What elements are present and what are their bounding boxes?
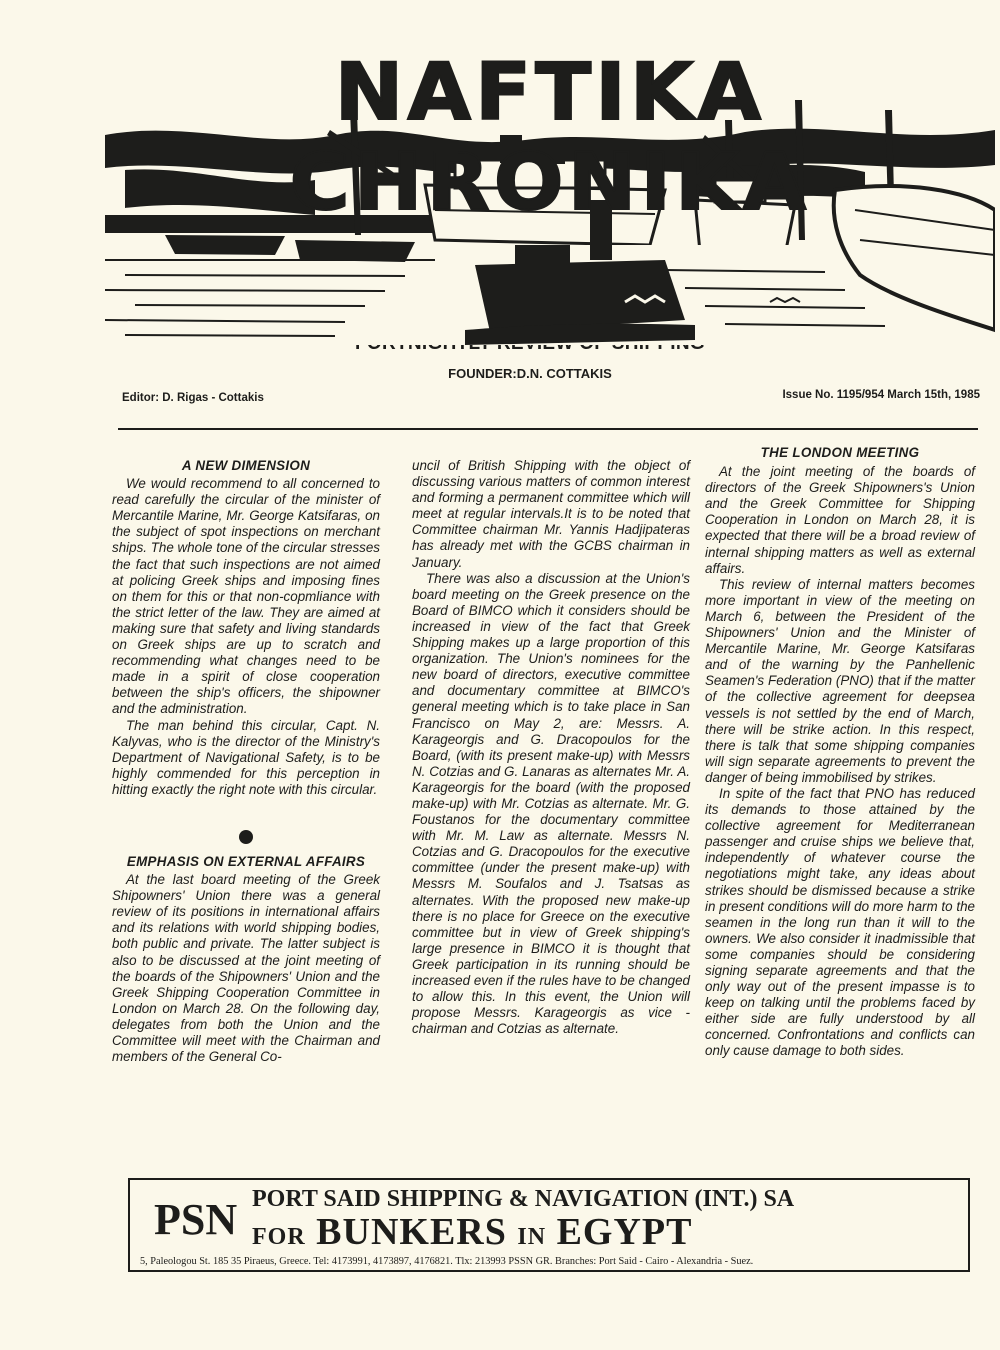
article-paragraph: At the joint meeting of the boards of directors of the Greek Shipowners's Union and the Greek Committee for Shipping Cooperation in London on March 28, it is expected that there will be a broad review of internal shipping matters as well as external affairs. — [705, 464, 975, 576]
masthead — [105, 40, 995, 345]
psn-logo — [152, 1190, 242, 1252]
article-heading-new-dimension: A NEW DIMENSION — [181, 458, 311, 473]
advertiser-address: 5, Paleologou St. 185 35 Piraeus, Greece. Tel: 4173991, 4173897, 4176821. Tlx: 213993 PSSN GR. Branches: Port Said - Cairo - Alexandria - Suez. — [140, 1256, 754, 1267]
slogan-in: IN — [517, 1224, 547, 1250]
advertisement-slogan — [252, 1210, 692, 1254]
slogan-for: FOR — [252, 1224, 306, 1250]
article-heading-london-meeting: THE LONDON MEETING — [760, 445, 920, 460]
column-1 — [112, 458, 380, 1065]
article-paragraph: The man behind this circular, Capt. N. Kalyvas, who is the director of the Ministry's Department of Navigational Safety, is to be highly commended for this perception in hitting exactly the right note with this circular. — [112, 717, 380, 797]
article-paragraph: We would recommend to all concerned to read carefully the circular of the minister of Mercantile Marine, Mr. George Katsifaras, on the subject of spot inspections on merchant ships. The whole tone of the circular stresses the fact that such inspections are not aimed at policing Greek ships and imposing fines on them for this or that non-copmliance with the strict letter of the law. They are aimed at making sure that safety and living standards on Greek ships are up to scratch and recommending what changes need to be made in a spirit of close cooperation between the ship's officers, the shipowner and the administration. — [112, 476, 380, 717]
slogan-bunkers: BUNKERS — [316, 1211, 507, 1253]
masthead-title: NAFTIKA CHRONIKA — [289, 48, 811, 228]
editor-line: Editor: D. Rigas - Cottakis — [122, 392, 264, 404]
founder-line: FOUNDER:D.N. COTTAKIS — [448, 366, 612, 381]
issue-line: Issue No. 1195/954 March 15th, 1985 — [782, 389, 980, 401]
advertiser-name: PORT SAID SHIPPING & NAVIGATION (INT.) SA — [252, 1186, 795, 1212]
article-paragraph: uncil of British Shipping with the object of discussing various matters of common interest and forming a permanent committee which will meet at regular intervals.It is to be noted that Committee chairman Mr. Yannis Hadjipateras has already met with the GCBS chairman in January. — [412, 458, 690, 570]
article-paragraph: There was also a discussion at the Union's board meeting on the Greek presence on the Board of BIMCO which it considers should be increased in view of the fact that Greek Shipping makes up a large proportion of this organization. The Union's nominees for the new board of directors, executive committee and documentary committee at BIMCO's general meeting which is to take place in San Francisco on May 2, are: Messrs. A. Karageorgis and G. Dracopoulos for the Board, (with its present make-up) with Messrs N. Cotzias and G. Lanaras as alternates Mr. A. Karageorgis for the board (with the proposed make-up) with Mr. Cotzias as alternate. Mr. G. Foustanos for the documentary committee with Mr. M. Law as alternate. Messrs N. Cotzias and G. Dracopoulos for the executive committee (under the present make-up) with Messrs M. Soufalos and J. Tsatsas as alternates. With the proposed new make-up there is no place for Greece on the executive committee but in view of Greek shipping's large presence in BIMCO it is thought that Greek participation in its running should be increased even if the rules have to be changed to allow this. In this event, the Union will propose Messrs. Karageorgis as vice - chairman and Cotzias as alternate. — [412, 570, 690, 1037]
header-divider — [118, 428, 978, 430]
article-heading-external-affairs: EMPHASIS ON EXTERNAL AFFAIRS — [126, 853, 366, 869]
column-3 — [705, 445, 975, 1060]
article-paragraph: This review of internal matters becomes more important in view of the meeting on March 6, between the President of the Shipowners' Union and the Minister of Mercantile Marine, Mr. George Katsifaras and of the warning by the Panhellenic Seamen's Federation (PNO) that if the matter of the collective agreement for deepsea vessels is not settled by the end of March, there will be strike action. In this respect, there is talk that some shipping companies will sign separate agreements to prevent the danger of being immobilised by strikes. — [705, 576, 975, 785]
column-2 — [412, 458, 690, 1037]
article-paragraph: In spite of the fact that PNO has reduced its demands to those attained by the collective agreement for Mediterranean passenger and cruise ships we believe that, independently of whatever course the negotiations might take, any ideas about strikes should be dismissed because a strike in present conditions will do more harm to the seamen in the long run than it will to the owners. We also consider it inadmissible that some companies should be considering signing separate agreements and that the only way out of the present impasse is to keep on talking until the problems faced by either side are fully understood by all concerned. Confrontations and conflicts can only cause damage to both sides. — [705, 785, 975, 1059]
section-bullet — [239, 830, 253, 844]
article-paragraph: At the last board meeting of the Greek Shipowners' Union there was a general review of its positions in international affairs and its relations with world shipping bodies, both public and private. The latter subject is also to be discussed at the joint meeting of the boards of the Shipowners' Union and the Greek Shipping Cooperation Committee in London on March 28. On the following day, delegates from both the Union and the Committee will meet with the Chairman and members of the General Co- — [112, 872, 380, 1065]
psn-logo-text: PSN — [154, 1195, 238, 1244]
advertisement-box — [128, 1178, 970, 1272]
slogan-egypt: EGYPT — [556, 1211, 693, 1253]
